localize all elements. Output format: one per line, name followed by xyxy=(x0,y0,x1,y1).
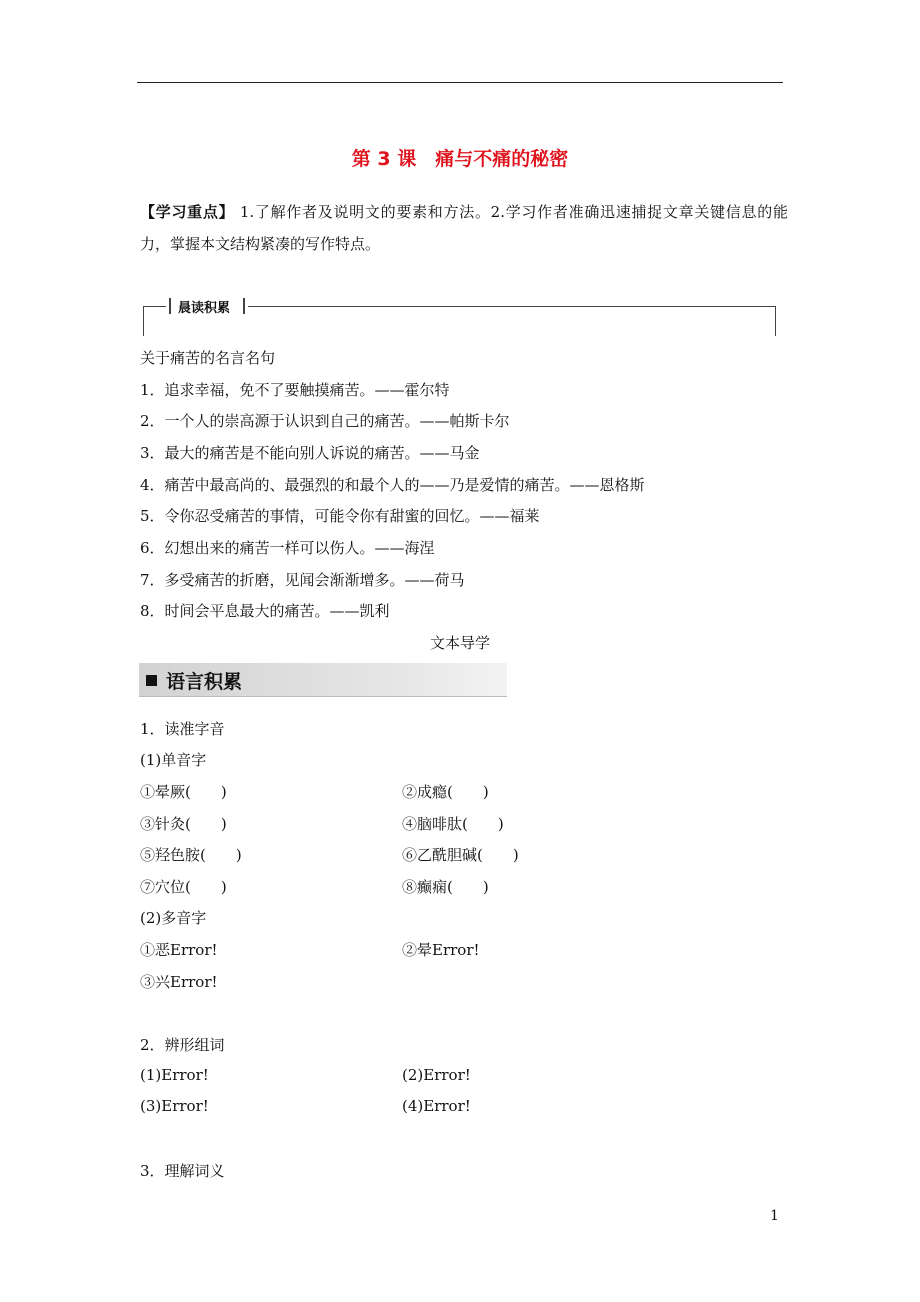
quote-item: 8．时间会平息最大的痛苦。——凯利 xyxy=(140,602,390,620)
single-char-item: ⑧癫痫( ) xyxy=(402,878,489,896)
quote-item: 7．多受痛苦的折磨，见闻会渐渐增多。——荷马 xyxy=(140,571,465,589)
shape-word-item: (2)Error! xyxy=(402,1066,471,1084)
single-char-item: ④脑啡肽( ) xyxy=(402,815,504,833)
sub-title: (2)多音字 xyxy=(140,909,207,927)
single-char-item: ⑥乙酰胆碱( ) xyxy=(402,846,519,864)
study-focus xyxy=(140,196,788,260)
header-rule xyxy=(137,82,783,83)
multi-char-item: ①恶Error! xyxy=(140,941,218,959)
item-title: 2．辨形组词 xyxy=(140,1036,225,1054)
item-title: 3．理解词义 xyxy=(140,1162,225,1180)
quote-item: 3．最大的痛苦是不能向别人诉说的痛苦。——马金 xyxy=(140,444,480,462)
morning-reading-label: 晨读积累 xyxy=(178,301,231,316)
item-title: 1．读准字音 xyxy=(140,720,225,738)
multi-char-item: ③兴Error! xyxy=(140,973,218,991)
shape-word-item: (3)Error! xyxy=(140,1097,209,1115)
square-bullet-icon xyxy=(146,675,157,686)
quote-item: 2．一个人的崇高源于认识到自己的痛苦。——帕斯卡尔 xyxy=(140,412,510,430)
study-focus-text: 1.了解作者及说明文的要素和方法。2.学习作者准确迅速捕捉文章关键信息的能力，掌握本文结构紧凑的写作特点。 xyxy=(140,203,788,253)
single-char-item: ②成瘾( ) xyxy=(402,783,489,801)
shape-word-item: (4)Error! xyxy=(402,1097,471,1115)
page-number: 1 xyxy=(770,1208,779,1224)
quote-item: 4．痛苦中最高尚的、最强烈的和最个人的——乃是爱情的痛苦。——恩格斯 xyxy=(140,476,645,494)
quote-item: 5．令你忍受痛苦的事情，可能令你有甜蜜的回忆。——福莱 xyxy=(140,507,540,525)
single-char-item: ①晕厥( ) xyxy=(140,783,227,801)
multi-char-item: ②晕Error! xyxy=(402,941,480,959)
quote-item: 6．幻想出来的痛苦一样可以伤人。——海涅 xyxy=(140,539,435,557)
shape-word-item: (1)Error! xyxy=(140,1066,209,1084)
quotes-heading: 关于痛苦的名言名句 xyxy=(140,349,276,367)
text-guide-heading: 文本导学 xyxy=(429,634,490,652)
lesson-title: 第 3 课 痛与不痛的秘密 xyxy=(351,148,569,170)
quote-item: 1．追求幸福，免不了要触摸痛苦。——霍尔特 xyxy=(140,381,450,399)
sub-title: (1)单音字 xyxy=(140,751,207,769)
language-section-label: 语言积累 xyxy=(166,671,243,693)
language-section-banner xyxy=(139,663,507,697)
study-focus-label: 【学习重点】 xyxy=(140,203,235,221)
single-char-item: ⑤羟色胺( ) xyxy=(140,846,242,864)
single-char-item: ⑦穴位( ) xyxy=(140,878,227,896)
single-char-item: ③针灸( ) xyxy=(140,815,227,833)
